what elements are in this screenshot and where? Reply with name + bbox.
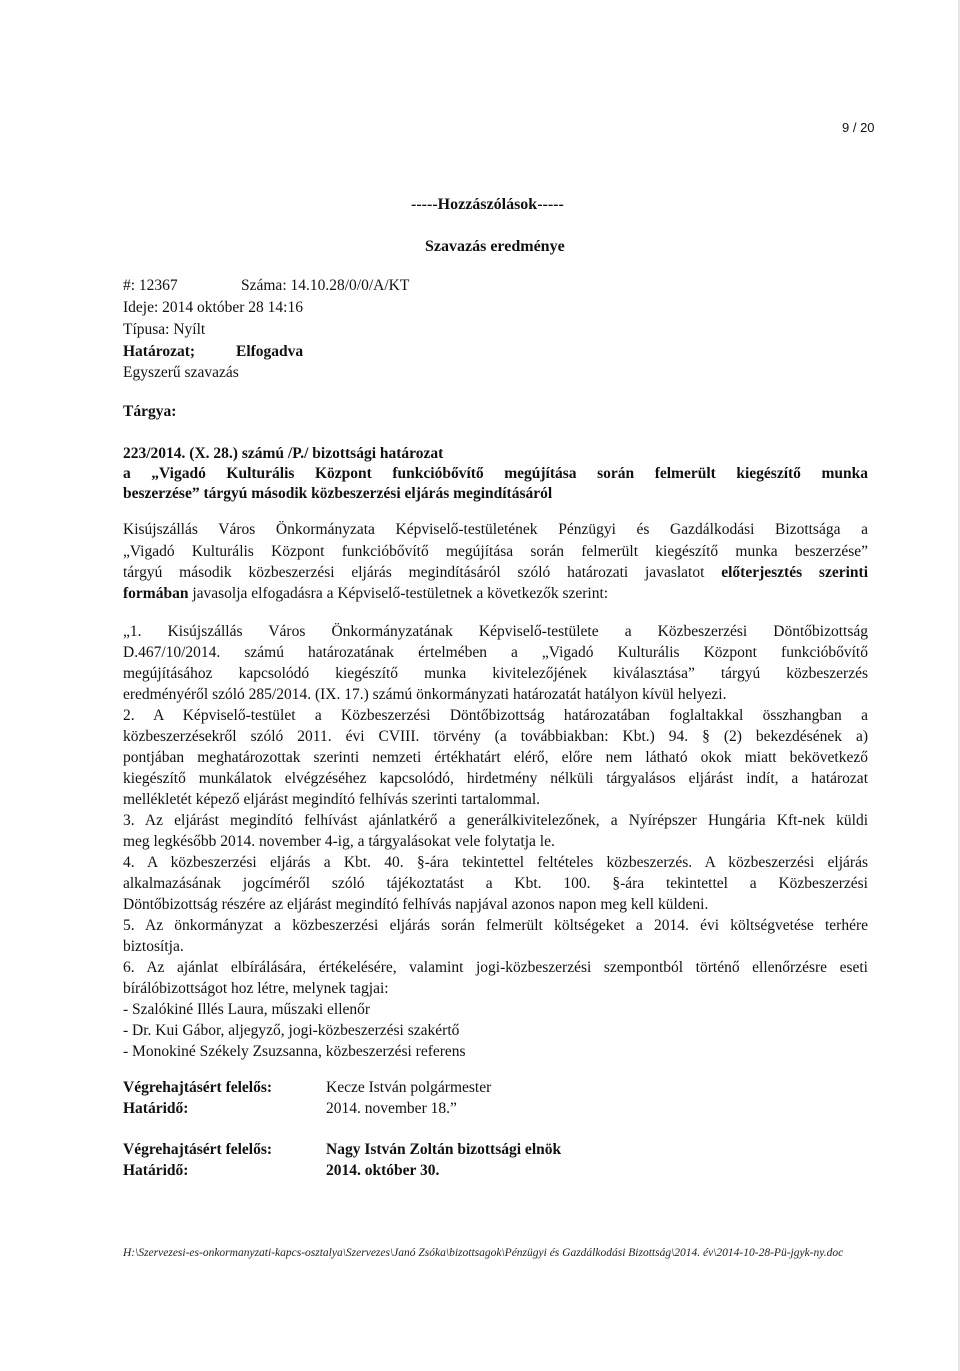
responsible-value: Kecze István polgármester bbox=[326, 1079, 492, 1096]
deadline-value: 2014. október 30. bbox=[326, 1162, 440, 1179]
vote-decision-value: Elfogadva bbox=[236, 343, 304, 360]
body-line: „1. Kisújszállás Város Önkormányzatának Képviselő-testülete a Közbeszerzési Döntőbizottság bbox=[123, 623, 868, 640]
responsible-label: Végrehajtásért felelős: bbox=[123, 1141, 273, 1158]
vote-time: Ideje: 2014 október 28 14:16 bbox=[123, 299, 303, 316]
deadline-label: Határidő: bbox=[123, 1162, 189, 1179]
body-line: kiegészítő munkálatok elvégzéséhez kapcsolódó, hirdetmény nélküli tárgyalásos eljárást indít, a határozat bbox=[123, 770, 868, 787]
member-list-item: - Dr. Kui Gábor, aljegyző, jogi-közbeszerzési szakértő bbox=[123, 1022, 460, 1039]
intro-line-3 bbox=[123, 563, 868, 583]
footer-file-path: H:\Szervezesi-es-onkormanyzati-kapcs-osztalya\Szervezes\Janó Zsóka\bizottsagok\Pénzügyi és Gazdálkodási Bizottság\2014. év\2014-10-28-Pü-jgyk-ny.doc bbox=[123, 1247, 844, 1259]
intro-line-4 bbox=[123, 584, 608, 604]
body-line: D.467/10/2014. számú határozatának értelmében a „Vigadó Kulturális Központ funkcióbővítő bbox=[123, 644, 868, 661]
intro-line-1: Kisújszállás Város Önkormányzata Képviselő-testületének Pénzügyi és Gazdálkodási Bizottsága a bbox=[123, 521, 868, 538]
body-line: Döntőbizottság részére az eljárást megindító felhívás napjával azonos napon meg kell küldeni. bbox=[123, 896, 709, 913]
responsible-value: Nagy István Zoltán bizottsági elnök bbox=[326, 1141, 562, 1158]
intro-line-3-bold: előterjesztés szerinti bbox=[721, 564, 869, 581]
intro-line-3-text: tárgyú második közbeszerzési eljárás megindításáról szóló határozati javaslatot bbox=[123, 564, 705, 581]
member-list-item: - Szalókiné Illés Laura, műszaki ellenőr bbox=[123, 1001, 371, 1018]
body-line: mellékletét képező eljárást megindító felhívás szerinti tartalommal. bbox=[123, 791, 541, 808]
vote-mode: Egyszerű szavazás bbox=[123, 364, 239, 381]
body-line: 6. Az ajánlat elbírálására, értékelésére, valamint jogi-közbeszerzési szempontból történő ellenőrzésre eseti bbox=[123, 959, 868, 976]
member-list-item: - Monokiné Székely Zsuzsanna, közbeszerzési referens bbox=[123, 1043, 466, 1060]
intro-line-4-text: javasolja elfogadásra a Képviselő-testületnek a következők szerint: bbox=[192, 585, 609, 602]
body-line: alkalmazásának jogcíméről szóló tájékoztatást a Kbt. 100. §-ára tekintettel a Közbeszerzési bbox=[123, 875, 868, 892]
vote-type: Típusa: Nyílt bbox=[123, 321, 206, 338]
body-line: közbeszerzésekről szóló 2011. évi CVIII. törvény (a továbbiakban: Kbt.) 94. § (2) bekezdésének a) bbox=[123, 728, 868, 745]
body-line: 3. Az eljárást megindító felhívást ajánlatkérő a generálkivitelezőnek, a Nyírépszer Hungária Kft-nek küldi bbox=[123, 812, 868, 829]
body-line: megújításához kapcsolódó kiegészítő munka kivitelezőjének kiválasztása” tárgyú közbeszerzés bbox=[123, 665, 868, 682]
body-line: 5. Az önkormányzat a közbeszerzési eljárás során felmerült költségeket a 2014. évi költségvetése terhére bbox=[123, 917, 868, 934]
deadline-label: Határidő: bbox=[123, 1100, 189, 1117]
body-line: bírálóbizottságot hoz létre, melynek tagjai: bbox=[123, 980, 389, 997]
responsible-label: Végrehajtásért felelős: bbox=[123, 1079, 273, 1096]
page-number: 9 / 20 bbox=[842, 120, 875, 135]
vote-result-title: Szavazás eredménye bbox=[425, 238, 565, 255]
body-line: 4. A közbeszerzési eljárás a Kbt. 40. §-ára tekintettel feltételes közbeszerzés. A közbeszerzési eljárás bbox=[123, 854, 868, 871]
body-line: eredményéről szóló 285/2014. (IX. 17.) számú önkormányzati határozatát hatályon kívül helyezi. bbox=[123, 686, 727, 703]
subject-label: Tárgya: bbox=[123, 403, 177, 420]
subject-line-1: 223/2014. (X. 28.) számú /P./ bizottsági határozat bbox=[123, 445, 444, 462]
body-line: 2. A Képviselő-testület a Közbeszerzési Döntőbizottság határozatában foglaltakkal összhangban a bbox=[123, 707, 868, 724]
vote-decision-label: Határozat; bbox=[123, 343, 196, 360]
comments-title: -----Hozzászólások----- bbox=[411, 196, 564, 213]
vote-code: Száma: 14.10.28/0/0/A/KT bbox=[241, 277, 410, 294]
deadline-value: 2014. november 18.” bbox=[326, 1100, 457, 1117]
intro-line-4-bold: formában bbox=[123, 585, 189, 602]
subject-line-3: beszerzése” tárgyú második közbeszerzési eljárás megindításáról bbox=[123, 485, 553, 502]
body-line: biztosítja. bbox=[123, 938, 184, 955]
body-line: meg legkésőbb 2014. november 4-ig, a tárgyalásokat vele folytatja le. bbox=[123, 833, 555, 850]
body-line: pontjában meghatározottak szerinti nemzeti értékhatárt elérő, előre nem látható okok miatt bekövetkező bbox=[123, 749, 868, 766]
vote-number: #: 12367 bbox=[123, 277, 178, 294]
subject-line-2: a „Vigadó Kulturális Központ funkcióbővítő megújítása során felmerült kiegészítő munka bbox=[123, 465, 868, 482]
intro-line-2: „Vigadó Kulturális Központ funkcióbővítő megújítása során felmerült kiegészítő munka beszerzése” bbox=[123, 543, 868, 560]
